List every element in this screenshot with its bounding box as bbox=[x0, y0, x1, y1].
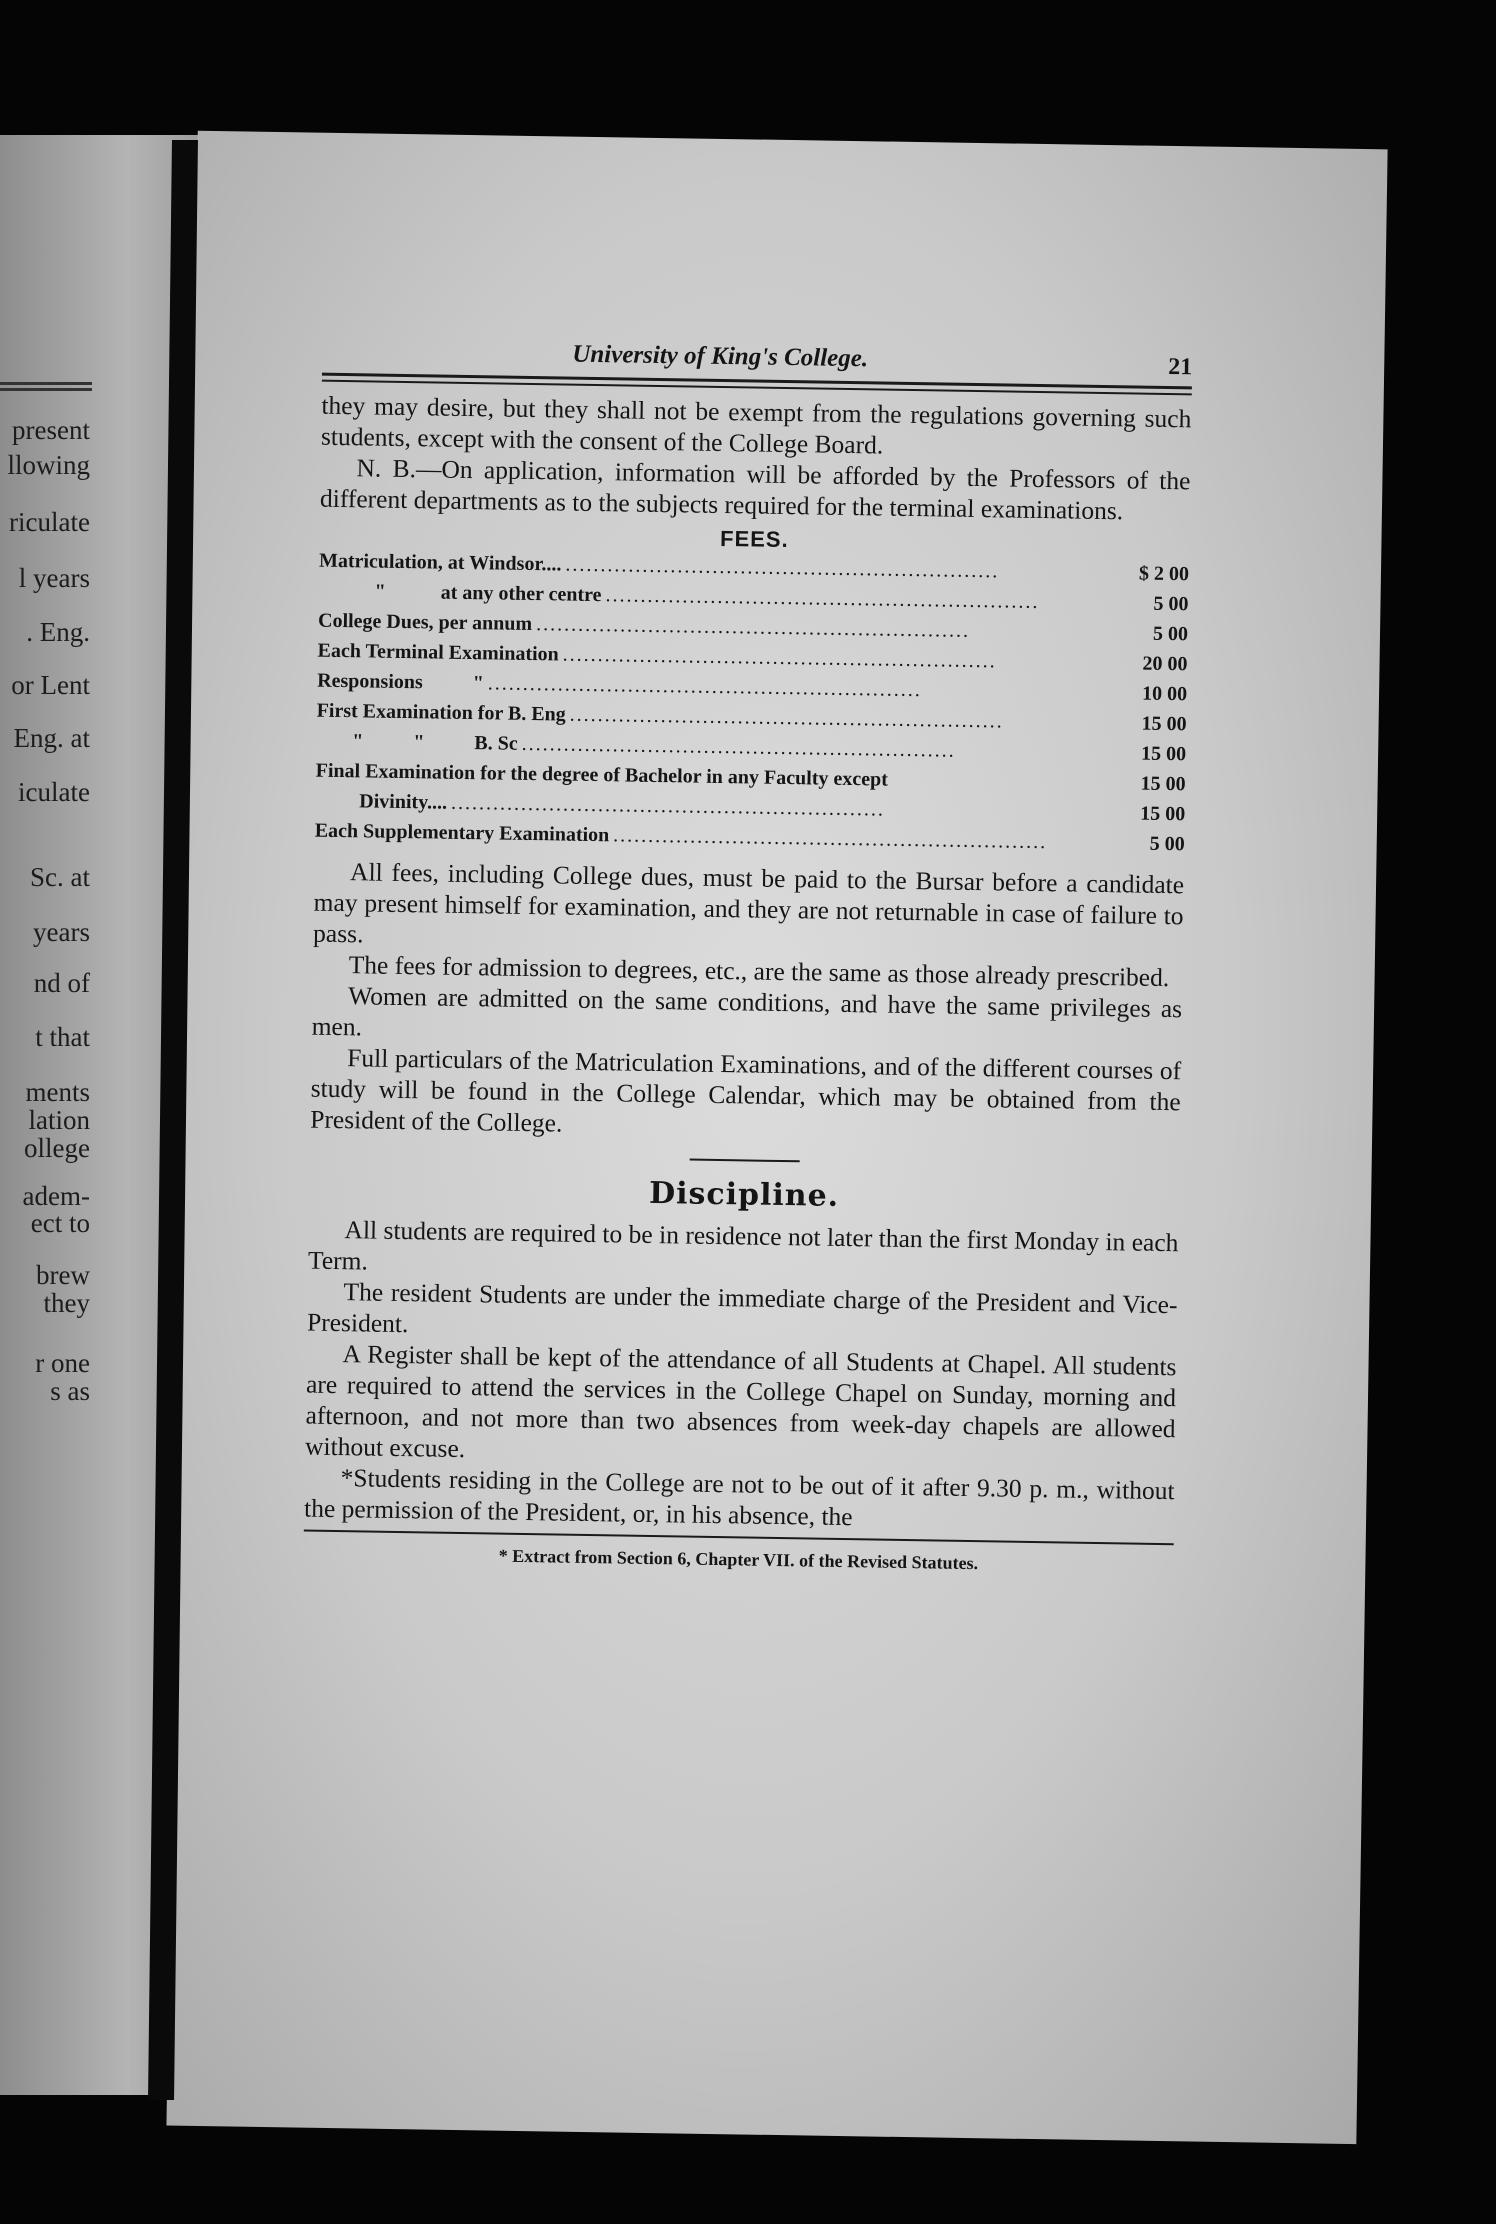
left-page-fragment: Eng. at bbox=[13, 723, 90, 753]
fee-label: Responsions " bbox=[316, 669, 485, 695]
left-page-fragment: ments bbox=[25, 1077, 90, 1107]
fee-label: First Examination for B. Eng bbox=[316, 699, 566, 726]
left-page-fragment: iculate bbox=[18, 777, 90, 807]
fee-amount: 20 00 bbox=[1142, 652, 1188, 676]
left-page-fragment: years bbox=[33, 917, 90, 947]
fee-leader-dots: .............................................................. bbox=[569, 703, 1004, 733]
fee-amount: 10 00 bbox=[1141, 682, 1188, 706]
fee-leader-dots: .............................................................. bbox=[521, 732, 956, 762]
running-head: University of King's College. bbox=[572, 340, 869, 373]
left-page-fragment: brew bbox=[36, 1260, 90, 1290]
intro-paragraph: they may desire, but they shall not be exempt from the regulations governing such students, except with the consent of the College Board. bbox=[320, 390, 1192, 460]
fee-amount: 5 00 bbox=[1149, 832, 1185, 856]
fees-table bbox=[315, 546, 1190, 860]
fee-label: College Dues, per annum bbox=[317, 609, 533, 636]
fee-label: " at any other centre bbox=[374, 580, 602, 607]
discipline-paragraph: A Register shall be kept of the attendance of all Students at Chapel. All students are required to attend the services in the College Chapel on Sunday, morning and afternoon, and not more than two absences from week-day chapels are allowed without excuse. bbox=[304, 1339, 1177, 1464]
left-page-fragment: t that bbox=[35, 1022, 90, 1052]
fee-label: Each Terminal Examination bbox=[317, 639, 559, 666]
section-divider bbox=[690, 1159, 800, 1163]
page-content bbox=[303, 331, 1192, 1583]
discipline-paragraph: The resident Students are under the immediate charge of the President and Vice-President. bbox=[306, 1277, 1178, 1339]
left-page-fragment: ect to bbox=[30, 1208, 90, 1238]
fee-leader-dots: .............................................................. bbox=[613, 824, 1048, 854]
left-page-fragment: ollege bbox=[24, 1133, 90, 1163]
left-page-fragment: Sc. at bbox=[30, 862, 90, 892]
discipline-paragraph: All students are required to be in residence not later than the first Monday in each Term. bbox=[307, 1215, 1179, 1276]
fees-paragraph: Women are admitted on the same conditions, and have the same privileges as men. bbox=[311, 981, 1183, 1042]
left-page-rule bbox=[0, 388, 92, 391]
left-page-fragment: llowing bbox=[7, 450, 90, 480]
left-page-fragment: l years bbox=[18, 563, 90, 593]
fee-amount: 15 00 bbox=[1141, 712, 1187, 736]
left-page-fragment: present bbox=[12, 415, 90, 445]
intro-paragraph: N. B.—On application, information will be afforded by the Professors of the different departments as to the subjects required for the terminal examinations. bbox=[319, 453, 1191, 526]
left-page-fragment: s as bbox=[50, 1376, 90, 1406]
left-page-fragment: riculate bbox=[9, 507, 90, 537]
left-page-fragment: or Lent bbox=[11, 670, 90, 700]
fee-amount: 15 00 bbox=[1140, 742, 1187, 766]
left-page-fragment: r one bbox=[35, 1348, 90, 1378]
fees-heading: FEES. bbox=[719, 525, 789, 553]
fee-leader-dots: .............................................................. bbox=[605, 584, 1040, 613]
fee-label: Final Examination for the degree of Bachelor in any Faculty except bbox=[315, 759, 889, 791]
main-page bbox=[166, 131, 1387, 2144]
fee-leader-dots: .............................................................. bbox=[450, 791, 886, 821]
fees-paragraph: The fees for admission to degrees, etc., are the same as those already prescribed. bbox=[348, 950, 1170, 993]
fees-body bbox=[310, 856, 1184, 1149]
page-number: 21 bbox=[1167, 353, 1193, 381]
fee-label: Divinity.... bbox=[359, 790, 448, 814]
fee-label: Matriculation, at Windsor.... bbox=[318, 549, 562, 576]
footnote: * Extract from Section 6, Chapter VII. of the Revised Statutes. bbox=[498, 1545, 979, 1574]
left-page-fragment: adem- bbox=[22, 1181, 90, 1211]
fee-leader-dots: .............................................................. bbox=[562, 643, 997, 673]
fee-amount: $ 2 00 bbox=[1138, 562, 1190, 586]
left-page-fragment: . Eng. bbox=[26, 617, 90, 647]
left-page-fragment: nd of bbox=[33, 968, 90, 998]
fees-paragraph: All fees, including College dues, must be paid to the Bursar before a candidate may present himself for examination, and they are not returnable in case of failure to pass. bbox=[312, 857, 1185, 949]
fee-leader-dots: .............................................................. bbox=[565, 553, 1000, 583]
fee-label: Each Supplementary Examination bbox=[314, 819, 610, 847]
discipline-heading: Discipline. bbox=[648, 1175, 840, 1214]
left-page-rule bbox=[0, 382, 92, 385]
left-page-fragment: they bbox=[43, 1288, 90, 1318]
fee-label: " " B. Sc bbox=[352, 730, 518, 755]
fee-amount: 15 00 bbox=[1140, 772, 1186, 796]
fee-amount: 5 00 bbox=[1152, 622, 1189, 646]
fee-leader-dots: .............................................................. bbox=[535, 613, 971, 642]
discipline-paragraph: *Students residing in the College are not to be out of it after 9.30 p. m., without the permission of the President, or, in his absence, the bbox=[303, 1463, 1175, 1532]
fee-leader-dots: .............................................................. bbox=[487, 672, 922, 702]
fee-leader-dots bbox=[892, 786, 1120, 790]
fees-paragraph: Full particulars of the Matriculation Examinations, and of the different courses of study will be found in the College Calendar, which may be obtained from the President of the College. bbox=[310, 1043, 1182, 1138]
fee-amount: 15 00 bbox=[1139, 802, 1186, 826]
fee-amount: 5 00 bbox=[1153, 592, 1189, 616]
left-page-fragment: lation bbox=[28, 1105, 90, 1135]
